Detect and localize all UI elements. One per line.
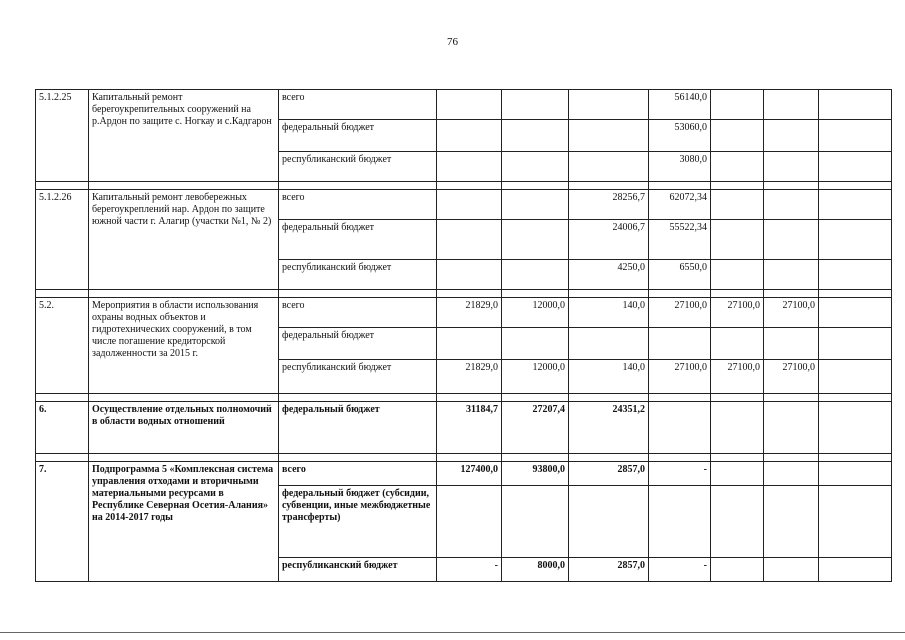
value-cell-year-1: 127400,0 [437, 462, 502, 486]
value-cell-year-6 [764, 190, 819, 220]
funding-source: федеральный бюджет [279, 328, 437, 360]
value-cell-year-6 [764, 90, 819, 120]
value-cell-year-3 [569, 486, 649, 558]
value-cell-year-1: 21829,0 [437, 298, 502, 328]
section-title: Мероприятия в области использования охраны водных объектов и гидротехнических сооружений, в том числе погашение кредиторской задолженности за 2015 г. [89, 298, 279, 394]
value-cell-year-3 [569, 152, 649, 182]
value-cell-year-2: 27207,4 [502, 402, 569, 454]
value-cell-year-4 [649, 402, 711, 454]
value-cell-year-2 [502, 260, 569, 290]
value-cell-year-3 [569, 90, 649, 120]
value-cell-year-6 [764, 260, 819, 290]
budget-table [35, 89, 892, 582]
section-title: Осуществление отдельных полномочий в области водных отношений [89, 402, 279, 454]
empty-cell [819, 360, 892, 394]
value-cell-year-1: 21829,0 [437, 360, 502, 394]
value-cell-year-5 [711, 152, 764, 182]
value-cell-year-2 [502, 190, 569, 220]
value-cell-year-5 [711, 220, 764, 260]
table-row [36, 462, 892, 486]
value-cell-year-2 [502, 120, 569, 152]
funding-source: республиканский бюджет [279, 558, 437, 582]
value-cell-year-1 [437, 190, 502, 220]
value-cell-year-3: 140,0 [569, 298, 649, 328]
value-cell-year-1 [437, 328, 502, 360]
empty-cell [819, 402, 892, 454]
funding-source: всего [279, 90, 437, 120]
value-cell-year-5 [711, 190, 764, 220]
page-bottom-line [0, 632, 905, 634]
value-cell-year-5 [711, 558, 764, 582]
table-row [36, 402, 892, 454]
value-cell-year-5 [711, 462, 764, 486]
value-cell-year-2 [502, 152, 569, 182]
empty-cell [819, 558, 892, 582]
value-cell-year-3: 2857,0 [569, 462, 649, 486]
value-cell-year-1 [437, 220, 502, 260]
funding-source: всего [279, 298, 437, 328]
value-cell-year-6 [764, 402, 819, 454]
section-number: 5.1.2.26 [36, 190, 89, 290]
empty-cell [819, 260, 892, 290]
section-title: Капитальный ремонт берегоукрепительных сооружений на р.Ардон по защите с. Ногкау и с.Кадгарон [89, 90, 279, 182]
value-cell-year-3 [569, 328, 649, 360]
empty-cell [819, 220, 892, 260]
value-cell-year-5 [711, 328, 764, 360]
value-cell-year-4 [649, 486, 711, 558]
value-cell-year-4: 62072,34 [649, 190, 711, 220]
section-gap [36, 394, 892, 402]
table-row [36, 90, 892, 120]
value-cell-year-4: 53060,0 [649, 120, 711, 152]
section-number: 5.2. [36, 298, 89, 394]
value-cell-year-6: 27100,0 [764, 360, 819, 394]
value-cell-year-6 [764, 120, 819, 152]
value-cell-year-3: 4250,0 [569, 260, 649, 290]
empty-cell [819, 152, 892, 182]
value-cell-year-1 [437, 260, 502, 290]
value-cell-year-1 [437, 152, 502, 182]
value-cell-year-3 [569, 120, 649, 152]
value-cell-year-2 [502, 90, 569, 120]
value-cell-year-5 [711, 260, 764, 290]
empty-cell [819, 90, 892, 120]
value-cell-year-1 [437, 90, 502, 120]
value-cell-year-4 [649, 328, 711, 360]
empty-cell [819, 298, 892, 328]
section-gap [36, 182, 892, 190]
value-cell-year-1 [437, 120, 502, 152]
value-cell-year-5 [711, 486, 764, 558]
value-cell-year-6: 27100,0 [764, 298, 819, 328]
value-cell-year-2: 8000,0 [502, 558, 569, 582]
empty-cell [819, 462, 892, 486]
page-number: 76 [447, 36, 458, 48]
value-cell-year-2 [502, 328, 569, 360]
value-cell-year-1: 31184,7 [437, 402, 502, 454]
value-cell-year-2 [502, 220, 569, 260]
value-cell-year-3: 28256,7 [569, 190, 649, 220]
value-cell-year-6 [764, 486, 819, 558]
section-number: 6. [36, 402, 89, 454]
value-cell-year-3: 24006,7 [569, 220, 649, 260]
value-cell-year-5 [711, 402, 764, 454]
funding-source: всего [279, 190, 437, 220]
value-cell-year-6 [764, 558, 819, 582]
value-cell-year-4: 27100,0 [649, 298, 711, 328]
value-cell-year-4: 3080,0 [649, 152, 711, 182]
empty-cell [819, 190, 892, 220]
value-cell-year-4: 27100,0 [649, 360, 711, 394]
value-cell-year-6 [764, 220, 819, 260]
value-cell-year-3: 2857,0 [569, 558, 649, 582]
funding-source: федеральный бюджет [279, 402, 437, 454]
section-number: 7. [36, 462, 89, 582]
value-cell-year-2: 93800,0 [502, 462, 569, 486]
value-cell-year-2: 12000,0 [502, 360, 569, 394]
funding-source: республиканский бюджет [279, 360, 437, 394]
section-number: 5.1.2.25 [36, 90, 89, 182]
value-cell-year-5: 27100,0 [711, 298, 764, 328]
value-cell-year-3: 24351,2 [569, 402, 649, 454]
table-row [36, 190, 892, 220]
value-cell-year-4: - [649, 462, 711, 486]
value-cell-year-2 [502, 486, 569, 558]
value-cell-year-1 [437, 486, 502, 558]
value-cell-year-4: 6550,0 [649, 260, 711, 290]
funding-source: федеральный бюджет (субсидии, субвенции, иные межбюджетные трансферты) [279, 486, 437, 558]
empty-cell [819, 486, 892, 558]
value-cell-year-4: - [649, 558, 711, 582]
value-cell-year-4: 56140,0 [649, 90, 711, 120]
funding-source: республиканский бюджет [279, 260, 437, 290]
value-cell-year-2: 12000,0 [502, 298, 569, 328]
section-title: Капитальный ремонт левобережных берегоукреплений нар. Ардон по защите южной части г. Алагир (участки №1, № 2) [89, 190, 279, 290]
empty-cell [819, 120, 892, 152]
value-cell-year-3: 140,0 [569, 360, 649, 394]
funding-source: республиканский бюджет [279, 152, 437, 182]
section-gap [36, 454, 892, 462]
table-row [36, 298, 892, 328]
funding-source: федеральный бюджет [279, 120, 437, 152]
value-cell-year-4: 55522,34 [649, 220, 711, 260]
value-cell-year-5 [711, 90, 764, 120]
empty-cell [819, 328, 892, 360]
section-title: Подпрограмма 5 «Комплексная система управления отходами и вторичными материальными ресурсами в Республике Северная Осетия-Алания» на 2014-2017 годы [89, 462, 279, 582]
section-gap [36, 290, 892, 298]
value-cell-year-6 [764, 152, 819, 182]
value-cell-year-1: - [437, 558, 502, 582]
value-cell-year-5: 27100,0 [711, 360, 764, 394]
value-cell-year-6 [764, 462, 819, 486]
value-cell-year-6 [764, 328, 819, 360]
value-cell-year-5 [711, 120, 764, 152]
funding-source: всего [279, 462, 437, 486]
funding-source: федеральный бюджет [279, 220, 437, 260]
